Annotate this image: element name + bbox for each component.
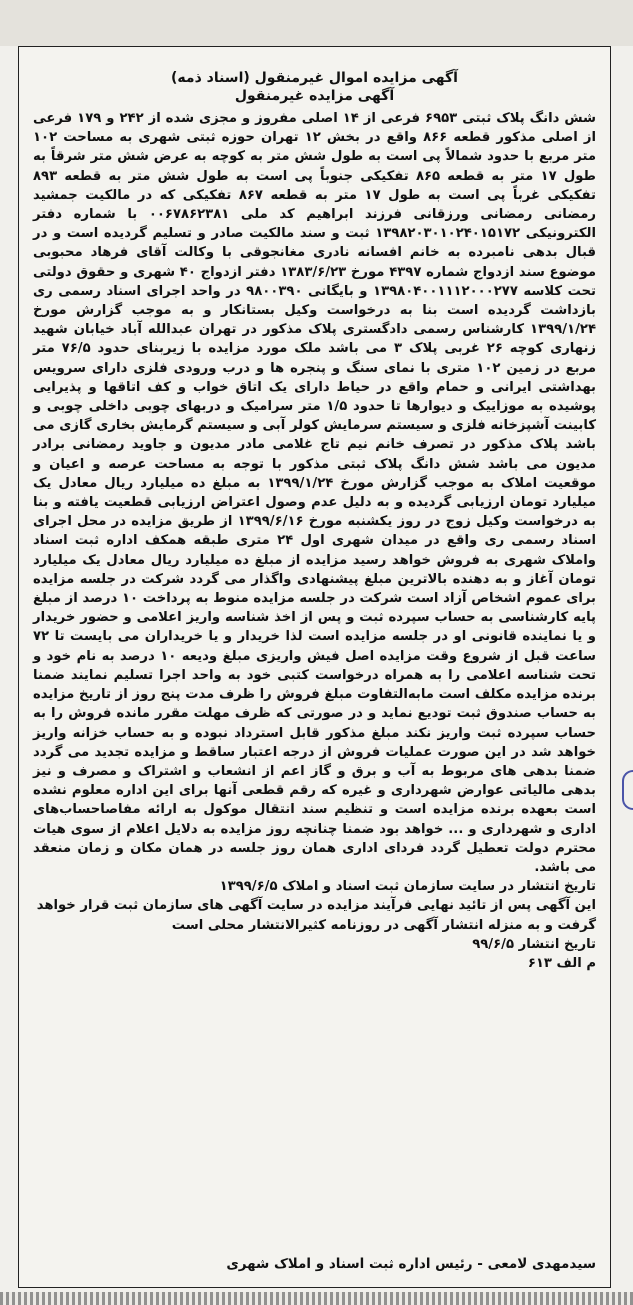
- pen-mark: [622, 770, 633, 810]
- notice-subtitle: آگهی مزایده غیرمنقول: [234, 88, 395, 104]
- publish-date: تاریخ انتشار ۹۹/۶/۵: [472, 936, 596, 952]
- notice-body: شش دانگ پلاک ثبتی ۶۹۵۳ فرعی از ۱۴ اصلی مفروز و مجزی شده از ۲۴۲ و ۱۷۹ فرعی از اصلی مذکور قطعه ۸۶۶ واقع در بخش ۱۲ تهران حوزه ثبتی شهری به مساحت ۱۰۲ متر مربع با حدود شمالاً پی است به طول شش متر به کوچه به عرض شش متر شرقاً به طول ۱۷ متر به قطعه ۸۶۵ تفکیکی جنوباً پی است به طول شش متر به قطعه ۸۹۳ تفکیکی غرباً پی است به طول ۱۷ متر به قطعه ۸۶۷ تفکیکی که در مالکیت جمشید رمضانی رمضانی ورزقانی فرزند ابراهیم کد ملی ۰۰۶۷۸۶۲۳۸۱ با شماره دفتر الکترونیکی ۱۳۹۸۲۰۳۰۱۰۲۴۰۱۵۱۷۲ ثبت و سند مالکیت صادر و تسلیم گردیده است و در قبال بدهی نامبرده به خانم افسانه نادری مغانجوقی با وکالت آقای فرهاد محبوبی موضوع سند ازدواج شماره ۴۳۹۷ مورخ ۱۳۸۳/۶/۲۳ دفتر ازدواج ۴۰ شهری و حقوق دولتی تحت کلاسه ۱۳۹۸۰۴۰۰۱۱۱۲۰۰۰۲۷۷ و بایگانی ۹۸۰۰۳۹۰ در واحد اجرای اسناد رسمی ری بازداشت گردیده است بنا به درخواست وکیل بستانکار و به موجب گزارش مورخ ۱۳۹۹/۱/۲۴ کارشناس رسمی دادگستری پلاک مذکور در تهران عبدالله آباد خیابان شهید زنهاری کوچه ۲۶ غربی پلاک ۳ می باشد ملک مورد مزایده با زیربنای حدود ۷۶/۵ متر مربع در زمین ۱۰۲ متری با نمای سنگ و پنجره ها و درب ورودی فلزی دارای سرویس بهداشتی ایرانی و حمام واقع در حیاط دارای یک اتاق خواب و کف اتاقها و پذیرایی پوشیده به موزاییک و دیوارها تا حدود ۱/۵ متر سرامیک و دربهای چوبی داخلی چوبی و کابینت آشپزخانه فلزی و سیستم سرمایش کولر آبی و سیستم گرمایش بخاری گازی می باشد پلاک مذکور در تصرف خانم نیم تاج غلامی مادر مدیون و جاوید رمضانی برادر مدیون می باشد شش دانگ پلاک ثبتی مذکور با توجه به مساحت عرصه و اعیان و موقعیت املاک به موجب گزارش مورخ ۱۳۹۹/۱/۲۴ به مبلغ ده میلیارد ریال معادل یک میلیارد تومان ارزیابی گردیده و به دلیل عدم وصول اعتراض ارزیابی قطعیت یافته و بنا به درخواست وکیل زوج در روز یکشنبه مورخ ۱۳۹۹/۶/۱۶ از طریق مزایده در محل اجرای اسناد رسمی ری واقع در میدان شهری اول ۲۴ متری طبقه همکف اداره ثبت اسناد واملاک شهری به فروش خواهد رسید مزایده از مبلغ ده میلیارد ریال معادل یک میلیارد تومان آغاز و به دهنده بالاترین مبلغ پیشنهادی واگذار می گردد شرکت در جلسه مزایده برای عموم اشخاص آزاد است شرکت در جلسه مزایده منوط به پرداخت ۱۰ درصد از مبلغ پایه کارشناسی به حساب سپرده ثبت و پس از اخذ شناسه واریز اعلامی و حضور خریدار و یا نماینده قانونی او در جلسه مزایده است لذا خریدار و یا خریداران می بایست تا ۷۲ ساعت قبل از شروع وقت مزایده اصل فیش واریزی مبلغ ودیعه ۱۰ درصد به نام خود و تحت شناسه اعلامی را به همراه درخواست کتبی خود به واحد اجرا تسلیم نمایند ضمنا برنده مزایده مکلف است مابه‌التفاوت مبلغ فروش را ظرف مدت پنج روز از تاریخ مزایده به حساب صندوق ثبت تودیع نماید و در صورتی که ظرف مهلت مقرر مانده فروش را به حساب سپرده ثبت واریز نکند مبلغ مذکور قابل استرداد نبوده و به حساب خزانه واریز خواهد شد در این صورت عملیات فروش از درجه اعتبار ساقط و مزایده تجدید می گردد ضمنا بدهی های مربوط به آب و برق و گاز اعم از انشعاب و اشتراک و مصرف و نیز بدهی مالیاتی عوارض شهرداری و غیره که رقم قطعی آنها برای این اداره معلوم نشده است بعهده برنده مزایده است و تنظیم سند انتقال موکول به ارائه مفاصاحساب‌های اداری و شهرداری و ... خواهد بود ضمنا چنانچه روز مزایده به دلایل اعلام از سوی هیات محترم دولت تعطیل گردد فردای اداری همان روز جلسه در همان مکان و زمان منعقد می باشد.: [33, 111, 597, 875]
- reference-code: م الف ۶۱۳: [527, 955, 596, 971]
- bottom-cut-text: [0, 1292, 633, 1305]
- notice-title: آگهی مزایده اموال غیرمنقول (اسناد ذمه): [171, 70, 458, 86]
- signature-line: سیدمهدی لامعی - رئیس اداره ثبت اسناد و املاک شهری: [226, 1256, 596, 1272]
- publish-site-date: تاریخ انتشار در سایت سازمان ثبت اسناد و املاک ۱۳۹۹/۶/۵: [219, 879, 596, 895]
- top-margin: [0, 0, 633, 46]
- confirmation-note: این آگهی پس از تائید نهایی فرآیند مزایده در سایت آگهی های سازمان ثبت قرار خواهد گرفت و به منزله انتشار آگهی در روزنامه کثیرالانتشار محلی است: [36, 898, 596, 933]
- auction-notice-box: [18, 46, 611, 1288]
